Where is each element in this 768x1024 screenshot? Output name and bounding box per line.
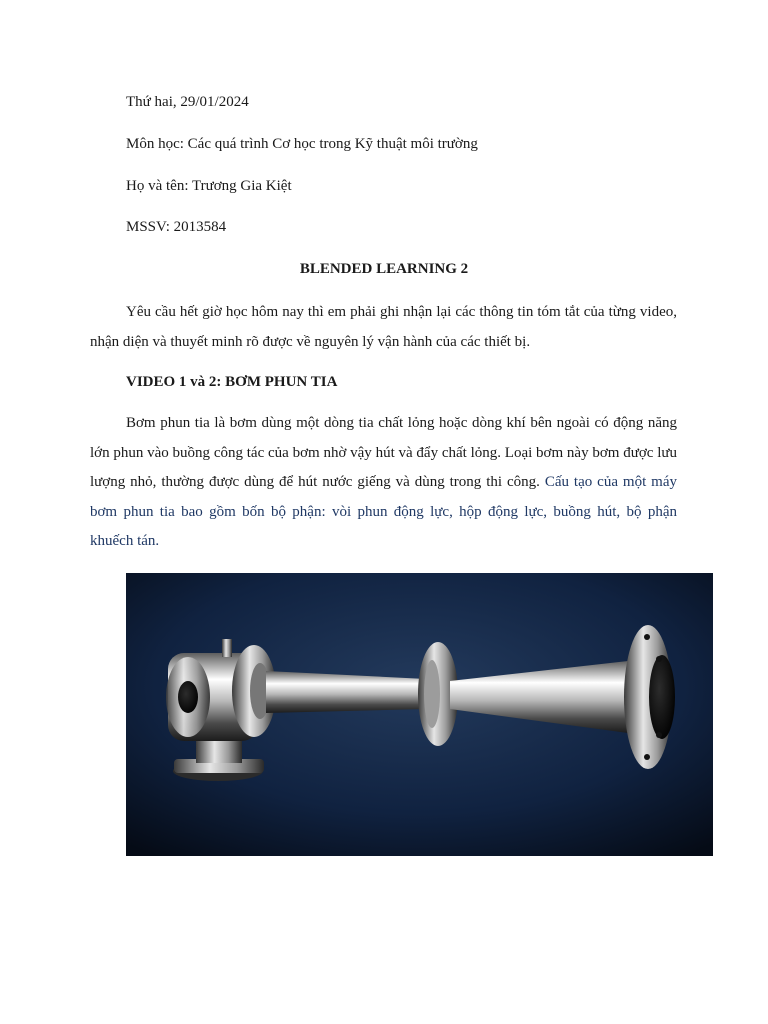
jet-pump-illustration [126, 573, 713, 856]
subject-line: Môn học: Các quá trình Cơ học trong Kỹ thuật môi trường [126, 136, 478, 152]
section-body: Bơm phun tia là bơm dùng một dòng tia chất lỏng hoặc dòng khí bên ngoài có động năng lớn phun vào buồng công tác của bơm nhờ vậy hút và đẩy chất lỏng. Loại bơm này bơm được lưu lượng nhỏ, thường được dùng để hút nước giếng và dùng trong thi công. [90, 415, 677, 490]
document-title: BLENDED LEARNING 2 [299, 261, 469, 277]
date-line: Thứ hai, 29/01/2024 [126, 94, 249, 110]
intro-paragraph [90, 298, 677, 357]
name-line: Họ và tên: Trương Gia Kiệt [126, 178, 292, 194]
section-heading: VIDEO 1 và 2: BƠM PHUN TIA [126, 374, 338, 390]
intro-text: Yêu cầu hết giờ học hôm nay thì em phải ghi nhận lại các thông tin tóm tắt của từng video, nhận diện và thuyết minh rõ được về nguyên lý vận hành của các thiết bị. [90, 304, 677, 350]
section-paragraph [90, 409, 677, 557]
jet-pump-image [126, 573, 713, 856]
section-body-highlight: Cấu tạo của một máy bơm phun tia bao gồm bốn bộ phận: vòi phun động lực, hộp động lực, buồng hút, bộ phận khuếch tán. [90, 474, 678, 549]
student-id-line: MSSV: 2013584 [126, 219, 227, 235]
